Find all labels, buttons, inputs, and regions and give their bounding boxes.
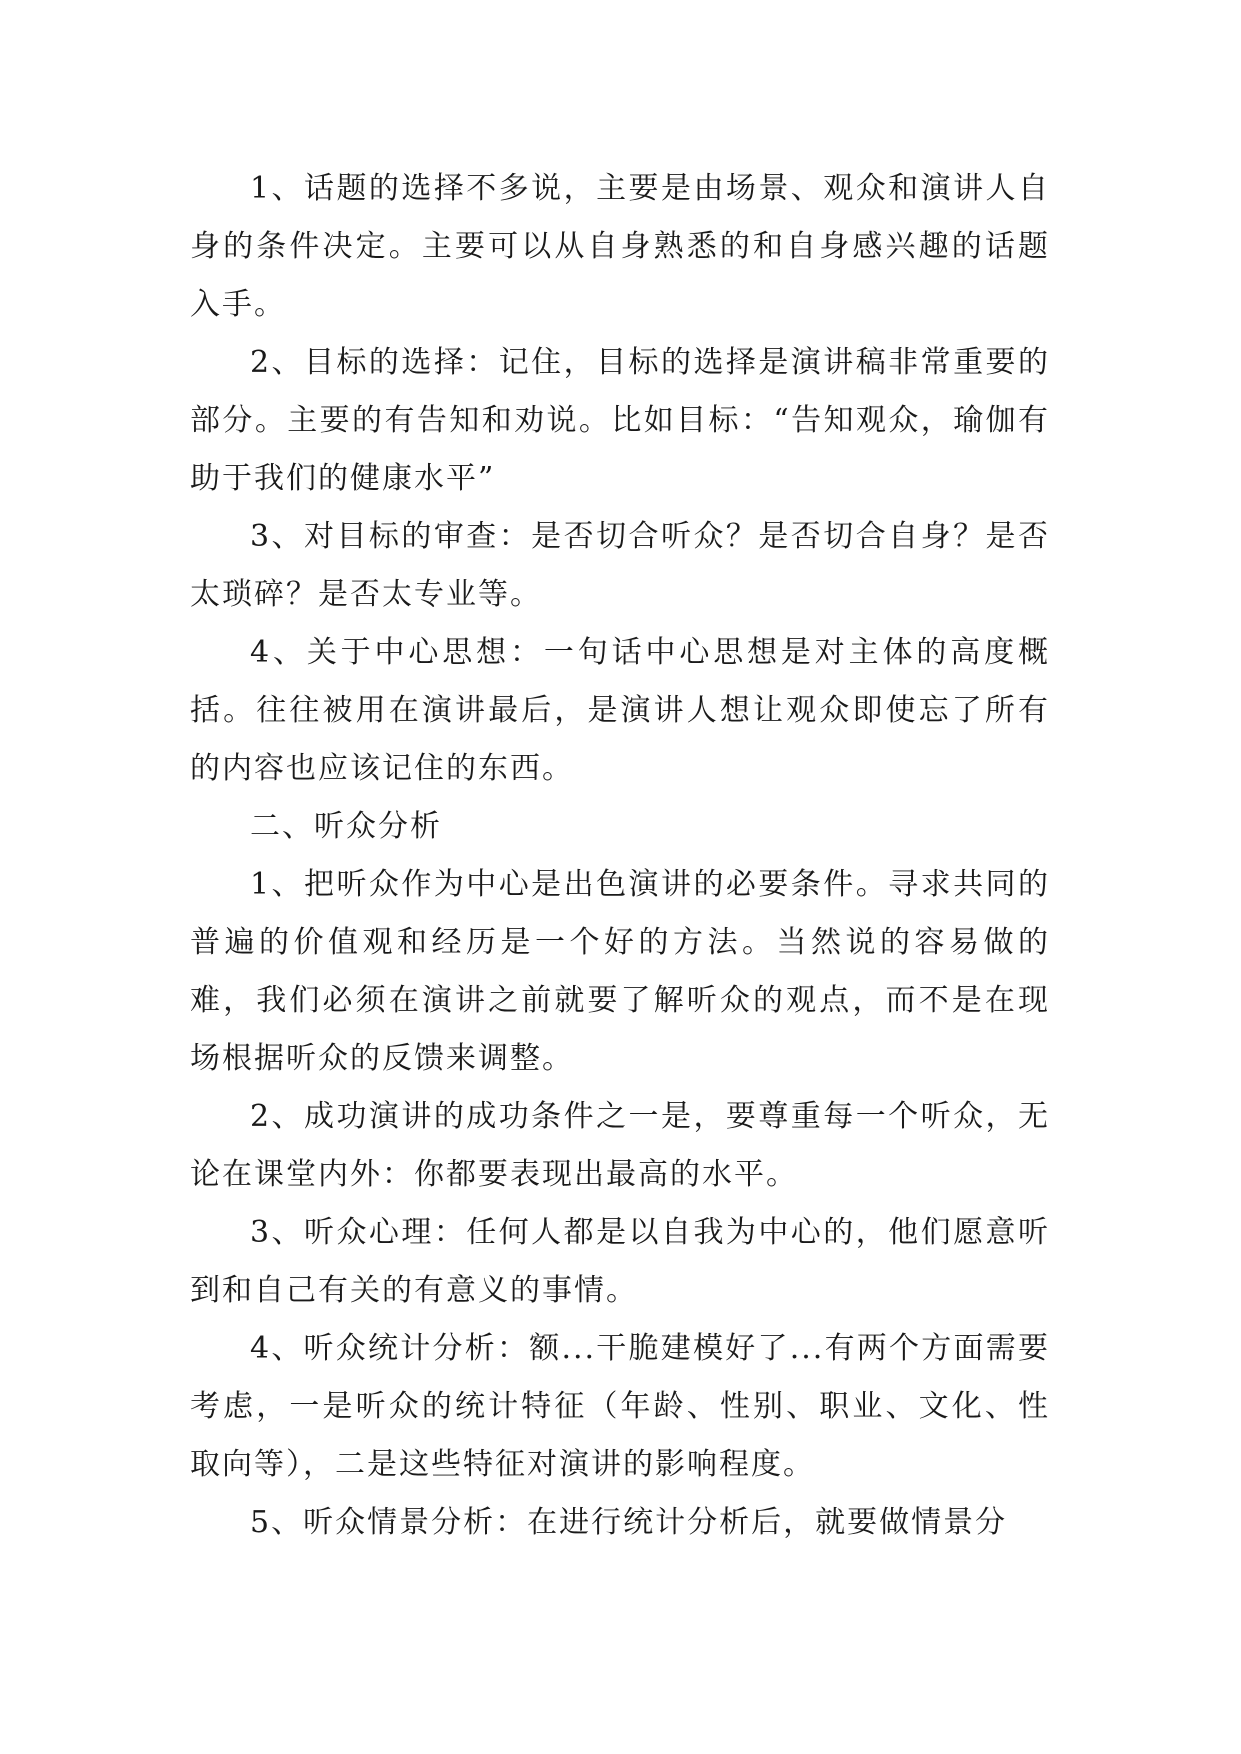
paragraph-central-idea: 4、关于中心思想：一句话中心思想是对主体的高度概括。往往被用在演讲最后，是演讲人想让观众即使忘了所有的内容也应该记住的东西。: [190, 635, 1050, 786]
paragraph-audience-center: 1、把听众作为中心是出色演讲的必要条件。寻求共同的普遍的价值观和经历是一个好的方法。当然说的容易做的难，我们必须在演讲之前就要了解听众的观点，而不是在现场根据听众的反馈来调整。: [190, 867, 1050, 1076]
section-heading-audience-analysis: 二、听众分析: [250, 809, 442, 844]
paragraph-audience-psychology: 3、听众心理：任何人都是以自我为中心的，他们愿意听到和自己有关的有意义的事情。: [190, 1215, 1050, 1308]
paragraph-audience-situation: 5、听众情景分析：在进行统计分析后，就要做情景分: [250, 1505, 1008, 1540]
paragraph-audience-statistics: 4、听众统计分析：额...干脆建模好了...有两个方面需要考虑，一是听众的统计特征（年龄、性别、职业、文化、性取向等），二是这些特征对演讲的影响程度。: [190, 1331, 1050, 1482]
paragraph-topic-selection: 1、话题的选择不多说，主要是由场景、观众和演讲人自身的条件决定。主要可以从自身熟悉的和自身感兴趣的话题入手。: [190, 171, 1050, 322]
paragraph-goal-review: 3、对目标的审查：是否切合听众？是否切合自身？是否太琐碎？是否太专业等。: [190, 519, 1050, 612]
document-body: [190, 160, 1050, 1552]
paragraph-goal-selection: 2、目标的选择：记住，目标的选择是演讲稿非常重要的部分。主要的有告知和劝说。比如目标：“告知观众，瑜伽有助于我们的健康水平”: [190, 345, 1050, 496]
paragraph-respect-audience: 2、成功演讲的成功条件之一是，要尊重每一个听众，无论在课堂内外：你都要表现出最高的水平。: [190, 1099, 1050, 1192]
